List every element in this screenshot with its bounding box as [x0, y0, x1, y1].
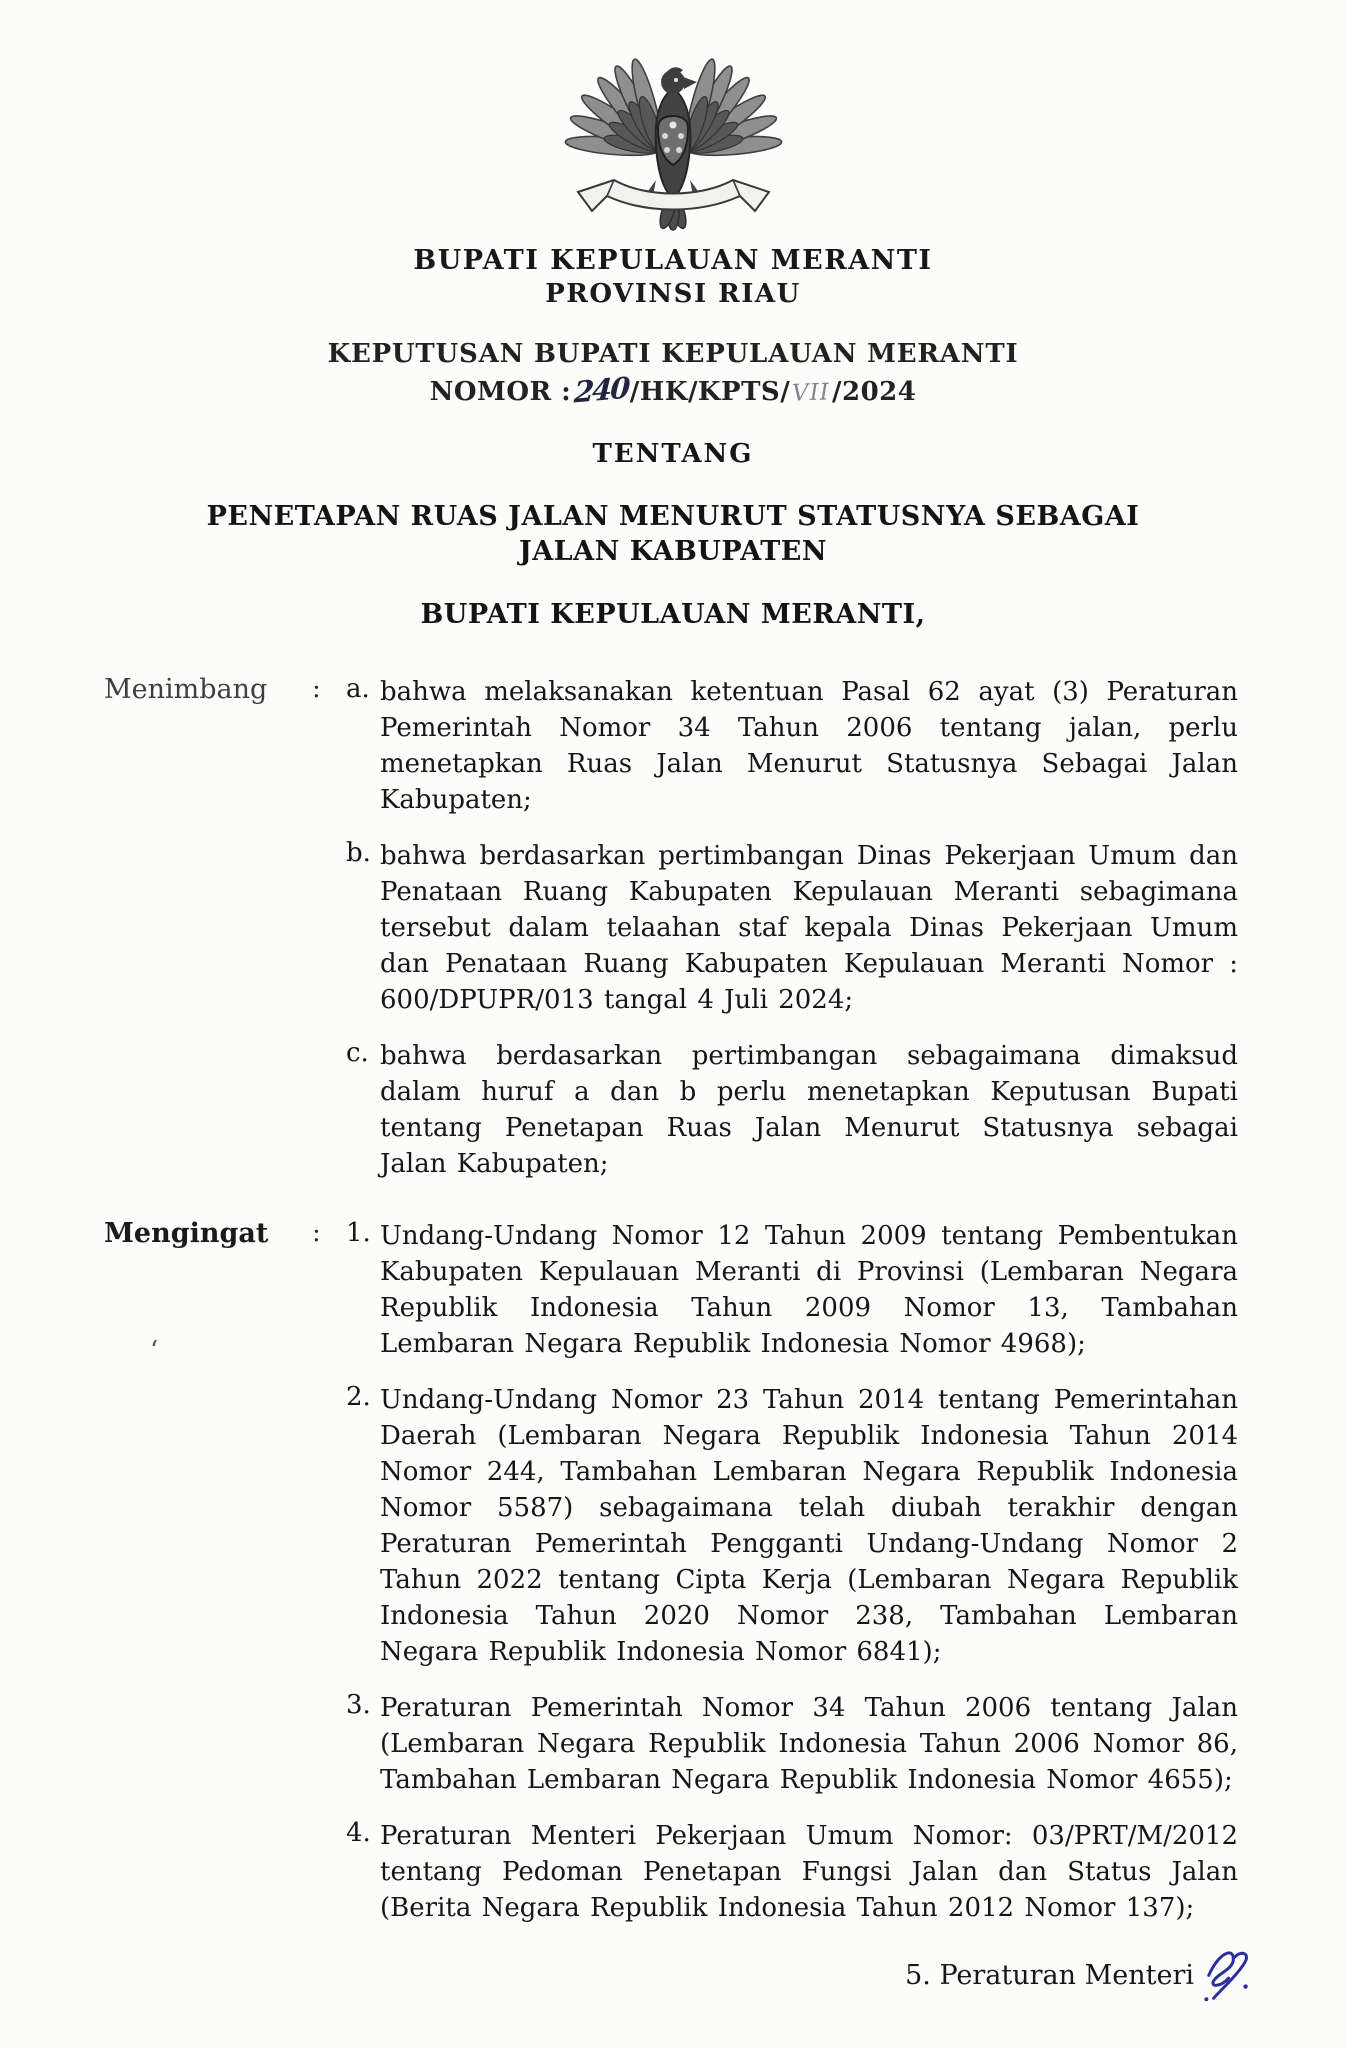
page-continuation-line	[905, 1960, 1254, 2022]
menimbang-item-a	[346, 674, 1238, 818]
item-marker: a.	[346, 674, 370, 704]
nomor-suffix: /2024	[832, 377, 917, 407]
item-marker: c.	[346, 1038, 369, 1068]
item-text: bahwa melaksanakan ketentuan Pasal 62 ayat (3) Peraturan Pemerintah Nomor 34 Tahun 2006 tentang jalan, perlu menetapkan Ruas Jalan Menurut Statusnya Sebagai Jalan Kabupaten;	[380, 677, 1238, 815]
subject-line-2: JALAN KABUPATEN	[518, 536, 828, 567]
item-text: bahwa berdasarkan pertimbangan sebagaimana dimaksud dalam huruf a dan b perlu menetapkan Keputusan Bupati tentang Penetapan Ruas Jalan Menurut Statusnya sebagai Jalan Kabupaten;	[380, 1041, 1238, 1179]
mengingat-colon: :	[312, 1218, 321, 1248]
handwritten-decree-number: 240	[573, 370, 630, 410]
mengingat-section	[0, 1218, 1346, 1926]
issuer-salutation: BUPATI KEPULAUAN MERANTI,	[420, 599, 926, 630]
stray-pen-mark: ‘	[150, 1336, 159, 1366]
mengingat-item-3	[346, 1690, 1238, 1798]
continuation-text: 5. Peraturan Menteri	[905, 1960, 1194, 1991]
item-text: bahwa berdasarkan pertimbangan Dinas Pekerjaan Umum dan Penataan Ruang Kabupaten Kepulauan Meranti sebagimana tersebut dalam telaahan staf kepala Dinas Pekerjaan Umum dan Penataan Ruang Kabupaten Kepulauan Meranti Nomor : 600/DPUPR/013 tangal 4 Juli 2024;	[380, 841, 1238, 1015]
garuda-pancasila-emblem-icon	[556, 30, 791, 235]
decree-subject	[0, 499, 1346, 569]
mengingat-item-2	[346, 1382, 1238, 1670]
menimbang-section	[0, 674, 1346, 1182]
nomor-prefix: NOMOR :	[429, 377, 572, 407]
subject-line-1: PENETAPAN RUAS JALAN MENURUT STATUSNYA SEBAGAI	[206, 501, 1140, 532]
decree-number-line	[0, 370, 1346, 410]
handwritten-paraf-icon	[1198, 1941, 1258, 2010]
item-text: Undang-Undang Nomor 12 Tahun 2009 tentang Pembentukan Kabupaten Kepulauan Meranti di Provinsi (Lembaran Negara Republik Indonesia Tahun 2009 Nomor 13, Tambahan Lembaran Negara Republik Indonesia Nomor 4968);	[380, 1221, 1238, 1359]
decree-title: KEPUTUSAN BUPATI KEPULAUAN MERANTI	[327, 339, 1019, 369]
mengingat-label: Mengingat	[104, 1218, 269, 1249]
tentang-label: TENTANG	[592, 439, 754, 469]
letterhead-institution: BUPATI KEPULAUAN MERANTI	[413, 245, 933, 276]
mengingat-items	[346, 1218, 1238, 1926]
menimbang-item-b	[346, 838, 1238, 1018]
menimbang-colon: :	[312, 674, 321, 704]
nomor-mid: /HK/KPTS/	[629, 377, 791, 407]
item-text: Peraturan Menteri Pekerjaan Umum Nomor: 03/PRT/M/2012 tentang Pedoman Penetapan Fungsi Jalan dan Status Jalan (Berita Negara Republik Indonesia Tahun 2012 Nomor 137);	[380, 1821, 1238, 1923]
item-marker: b.	[346, 838, 371, 868]
item-marker: 2.	[346, 1382, 371, 1412]
menimbang-items	[346, 674, 1238, 1182]
letterhead-emblem	[0, 0, 1346, 235]
item-text: Peraturan Pemerintah Nomor 34 Tahun 2006 tentang Jalan (Lembaran Negara Republik Indonesia Tahun 2006 Nomor 86, Tambahan Lembaran Negara Republik Indonesia Nomor 4655);	[380, 1693, 1238, 1795]
mengingat-item-1	[346, 1218, 1238, 1362]
item-marker: 1.	[346, 1218, 371, 1248]
menimbang-item-c	[346, 1038, 1238, 1182]
item-text: Undang-Undang Nomor 23 Tahun 2014 tentang Pemerintahan Daerah (Lembaran Negara Republik Indonesia Tahun 2014 Nomor 244, Tambahan Lembaran Negara Republik Indonesia Nomor 5587) sebagaimana telah diubah terakhir dengan Peraturan Pemerintah Pengganti Undang-Undang Nomor 2 Tahun 2022 tentang Cipta Kerja (Lembaran Negara Republik Indonesia Tahun 2020 Nomor 238, Tambahan Lembaran Negara Republik Indonesia Nomor 6841);	[380, 1385, 1238, 1667]
menimbang-label: Menimbang	[104, 674, 268, 705]
item-marker: 4.	[346, 1818, 371, 1848]
mengingat-item-4	[346, 1818, 1238, 1926]
letterhead-province: PROVINSI RIAU	[545, 279, 801, 309]
item-marker: 3.	[346, 1690, 371, 1720]
handwritten-month-numeral: VII	[791, 379, 831, 407]
